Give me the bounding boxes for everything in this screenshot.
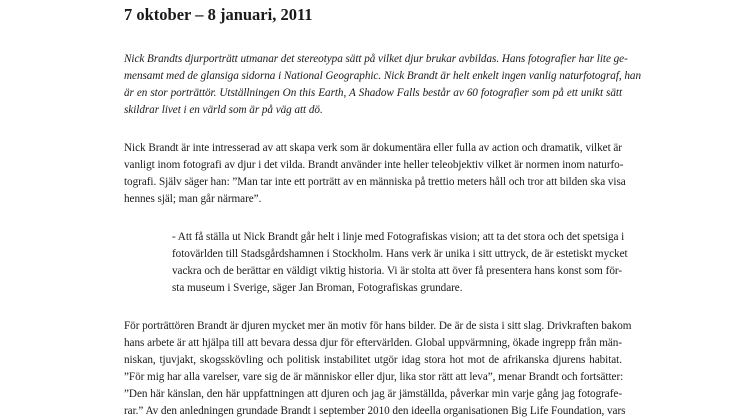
intro-line-4: skildrar livet i en värld som är på väg att dö. bbox=[124, 104, 323, 116]
body2-line-3: niskan, tjuvjakt, skogsskövling och politisk instabilitet utgör idag stora hot mot de afrikanska djurens habitat. bbox=[124, 354, 622, 366]
quote-line-1: - Att få ställa ut Nick Brandt går helt i linje med Fotografiskas vision; att ta det stora och det spetsiga i bbox=[172, 231, 625, 243]
body1-line-1: Nick Brandt är inte intresserad av att skapa verk som är dokumentära eller fulla av action och dramatik, vilket är bbox=[124, 142, 622, 154]
quote-line-3: vackra och de berättar en väldigt viktig historia. Vi är stolta att över få presentera hans konst som för- bbox=[172, 265, 622, 277]
intro-line-3: är en stor porträttör. Utställningen On this Earth, A Shadow Falls består av 60 fotografier som på ett unikt sätt bbox=[124, 87, 622, 99]
quote-line-2: fotovärlden till Stadsgårdshamnen i Stockholm. Hans verk är unika i sitt uttryck, de är estetiskt mycket bbox=[172, 248, 628, 260]
body2-line-2: hans arbete är att hjälpa till att bevara dessa djur för eftervärlden. Global uppvärmning, ökade ingrepp från män- bbox=[124, 337, 622, 349]
body2-line-5: ”Den här känslan, den här uppfattningen att djuren och jag är jämställda, påverkar min varje gång jag fotografe- bbox=[124, 388, 622, 400]
intro-line-1: Nick Brandts djurporträtt utmanar det stereotypa sätt på vilket djur brukar avbildas. Hans fotografier har lite ge- bbox=[124, 53, 628, 65]
body1-line-4: hennes själ; man går närmare”. bbox=[124, 193, 262, 205]
quote-line-4: sta museum i Sverige, säger Jan Broman, Fotografiskas grundare. bbox=[172, 282, 463, 294]
date-heading: 7 oktober – 8 januari, 2011 bbox=[124, 5, 313, 24]
body2-line-4: ”För mig har alla varelser, vare sig de är människor eller djur, lika stor rätt att leva”, menar Brandt och fortsätter: bbox=[124, 371, 624, 383]
intro-line-2: mensamt med de glansiga sidorna i National Geographic. Nick Brandt är helt enkelt ingen vanlig naturfotograf, han bbox=[124, 70, 642, 82]
body2-line-6: rar.” Av den anledningen grundade Brandt i september 2010 den ideella organisationen Big Life Foundation, vars bbox=[124, 405, 626, 417]
body1-line-3: tografi. Själv säger han: ”Man tar inte ett porträtt av en människa på trettio meters håll och tror att bilden ska visa bbox=[124, 176, 626, 188]
body1-line-2: vanligt inom fotografi av djur i det vilda. Brandt använder inte heller teleobjektiv vilket är normen inom naturfo- bbox=[124, 159, 624, 171]
body2-line-1: För porträttören Brandt är djuren mycket mer än motiv för hans bilder. De är de sista i sitt slag. Drivkraften bakom bbox=[124, 320, 632, 332]
